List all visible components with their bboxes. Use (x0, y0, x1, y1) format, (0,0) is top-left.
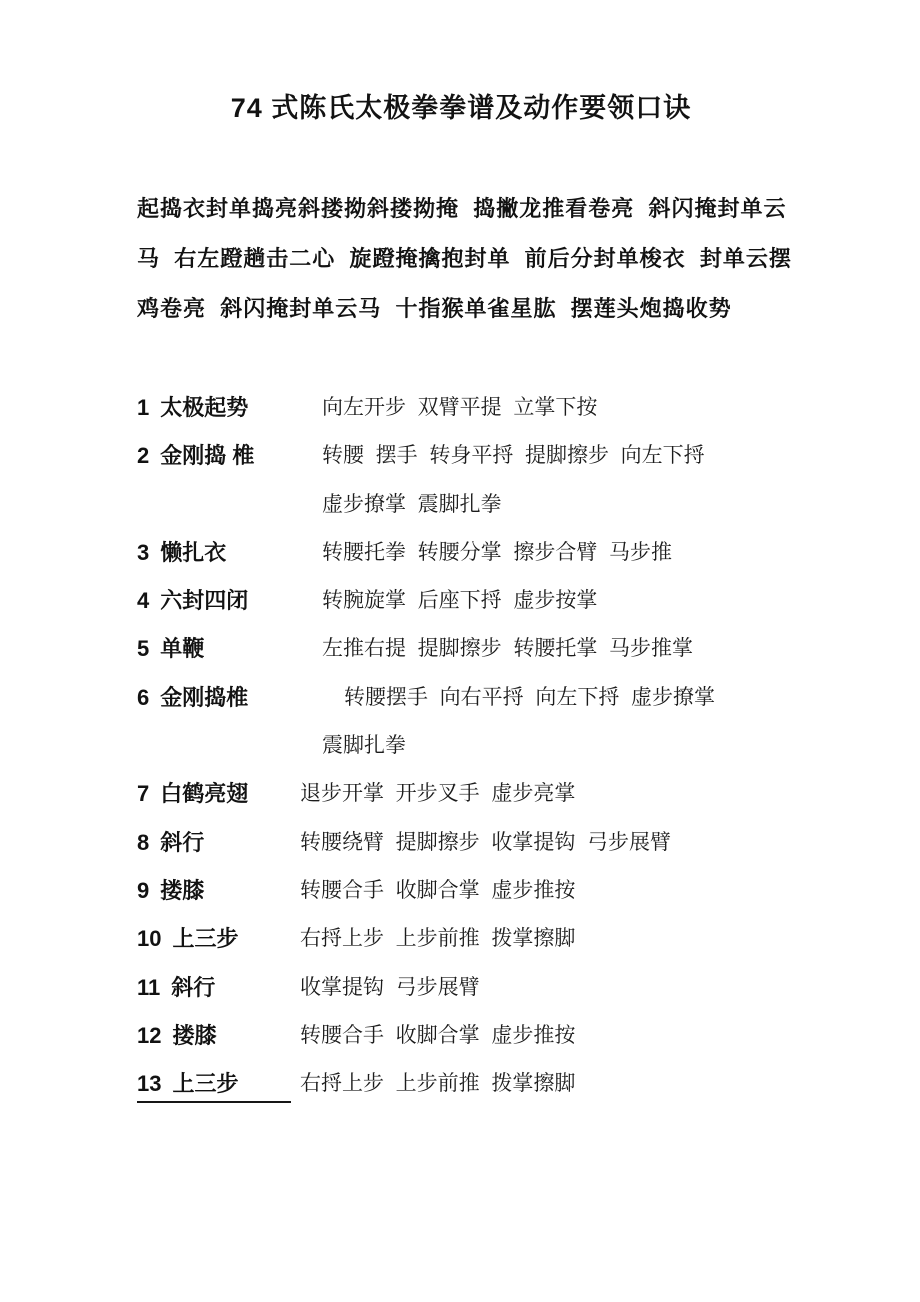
move-number: 3 (137, 539, 150, 565)
move-number: 4 (137, 588, 150, 614)
move-row (137, 915, 830, 963)
move-desc (300, 1012, 830, 1060)
moves-list (137, 384, 830, 1108)
move-name-label: 斜行 (160, 829, 205, 855)
move-name-inner (137, 777, 248, 808)
move-name-label: 上三步 (172, 926, 239, 952)
move-row (137, 1060, 830, 1108)
move-desc (300, 867, 830, 915)
move-name (137, 625, 322, 673)
move-desc-line: 转腰合手 收脚合掌 虚步推按 (300, 878, 576, 902)
move-name (137, 915, 300, 963)
move-name-label: 金刚捣 椎 (160, 443, 255, 469)
move-number: 11 (137, 974, 161, 1000)
move-name (137, 432, 322, 480)
move-name-label: 太极起势 (160, 395, 249, 420)
move-desc-line: 转腰 摆手 转身平捋 提脚擦步 向左下捋 (322, 444, 705, 468)
move-desc-line: 转腰绕臂 提脚擦步 收掌提钩 弓步展臂 (300, 830, 672, 854)
move-number: 9 (137, 877, 150, 903)
move-row (137, 384, 830, 432)
move-desc-line: 转腰托拳 转腰分掌 擦步合臂 马步推 (322, 540, 673, 564)
intro-line: 马 右左蹬趟击二心 旋蹬掩擒抱封单 前后分封单梭衣 封单云摆 (137, 246, 792, 271)
move-row (137, 674, 830, 771)
move-name (137, 1012, 300, 1060)
move-number: 13 (137, 1071, 162, 1097)
move-name-label: 斜行 (171, 974, 216, 1000)
move-name-label: 白鹤亮翅 (160, 781, 249, 807)
move-desc-line: 右捋上步 上步前推 拨掌擦脚 (300, 927, 576, 951)
move-row (137, 819, 830, 867)
move-desc (322, 674, 830, 771)
move-name-label: 搂膝 (172, 1022, 217, 1048)
move-desc-line: 右捋上步 上步前推 拨掌擦脚 (300, 1072, 576, 1096)
move-row (137, 1012, 830, 1060)
move-name-inner (137, 584, 248, 615)
move-desc (322, 432, 830, 529)
move-name-label: 上三步 (172, 1071, 239, 1097)
move-desc (322, 625, 830, 673)
move-number: 10 (137, 926, 162, 952)
move-name-inner (137, 439, 254, 470)
move-desc (300, 770, 830, 818)
move-desc (300, 819, 830, 867)
move-number: 1 (137, 395, 150, 420)
move-name-inner (137, 391, 248, 422)
move-row (137, 529, 830, 577)
move-number: 2 (137, 443, 150, 469)
move-number: 7 (137, 781, 150, 807)
move-number: 6 (137, 684, 150, 710)
move-row (137, 577, 830, 625)
move-desc-line: 退步开掌 开步叉手 虚步亮掌 (300, 782, 576, 806)
move-name (137, 770, 300, 818)
move-name-label: 懒扎衣 (160, 539, 227, 565)
move-number: 12 (137, 1022, 162, 1048)
move-row (137, 964, 830, 1012)
intro-line: 鸡卷亮 斜闪掩封单云马 十指猴单雀星肱 摆莲头炮捣收势 (137, 296, 732, 321)
move-name (137, 964, 300, 1012)
move-row (137, 432, 830, 529)
move-name-inner (137, 1067, 291, 1103)
move-desc (322, 577, 830, 625)
move-desc (300, 964, 830, 1012)
move-name (137, 384, 322, 432)
move-desc-line: 左推右提 提脚擦步 转腰托掌 马步推掌 (322, 637, 694, 661)
move-desc (300, 1060, 830, 1108)
move-row (137, 770, 830, 818)
move-name-label: 金刚捣椎 (160, 684, 249, 710)
move-desc-line: 转腕旋掌 后座下捋 虚步按掌 (322, 589, 598, 613)
move-desc-line: 转腰摆手 向右平捋 向左下捋 虚步撩掌 (344, 685, 716, 709)
intro-line: 起捣衣封单捣亮斜搂拗斜搂拗掩 捣撇龙推看卷亮 斜闪掩封单云 (137, 196, 787, 221)
move-name-inner (137, 826, 204, 857)
move-desc-line: 收掌提钩 弓步展臂 (300, 975, 480, 999)
move-name-label: 搂膝 (160, 877, 205, 903)
move-desc-line: 向左开步 双臂平提 立掌下按 (322, 396, 598, 419)
move-name (137, 577, 322, 625)
move-desc (322, 384, 830, 432)
move-desc (300, 915, 830, 963)
move-desc (322, 529, 830, 577)
move-name (137, 529, 322, 577)
move-name-inner (137, 681, 248, 712)
move-name (137, 1060, 300, 1108)
move-name-inner (137, 536, 226, 567)
move-desc-continuation: 虚步撩掌 震脚扎拳 (322, 492, 502, 516)
move-number: 5 (137, 636, 150, 662)
move-name-inner (137, 971, 215, 1002)
move-desc-line: 转腰合手 收脚合掌 虚步推按 (300, 1023, 576, 1047)
move-name (137, 819, 300, 867)
move-name-inner (137, 874, 204, 905)
move-name (137, 674, 322, 722)
move-name-label: 六封四闭 (160, 588, 249, 614)
move-number: 8 (137, 829, 150, 855)
move-name (137, 867, 300, 915)
move-name-inner (137, 922, 239, 953)
move-name-inner (137, 632, 204, 663)
move-row (137, 867, 830, 915)
move-row (137, 625, 830, 673)
move-name-label: 单鞭 (160, 636, 205, 662)
move-name-inner (137, 1019, 217, 1050)
move-desc-continuation: 震脚扎拳 (322, 734, 406, 758)
intro-verse (137, 184, 797, 334)
page-title: 74 式陈氏太极拳拳谱及动作要领口诀 (230, 93, 692, 123)
